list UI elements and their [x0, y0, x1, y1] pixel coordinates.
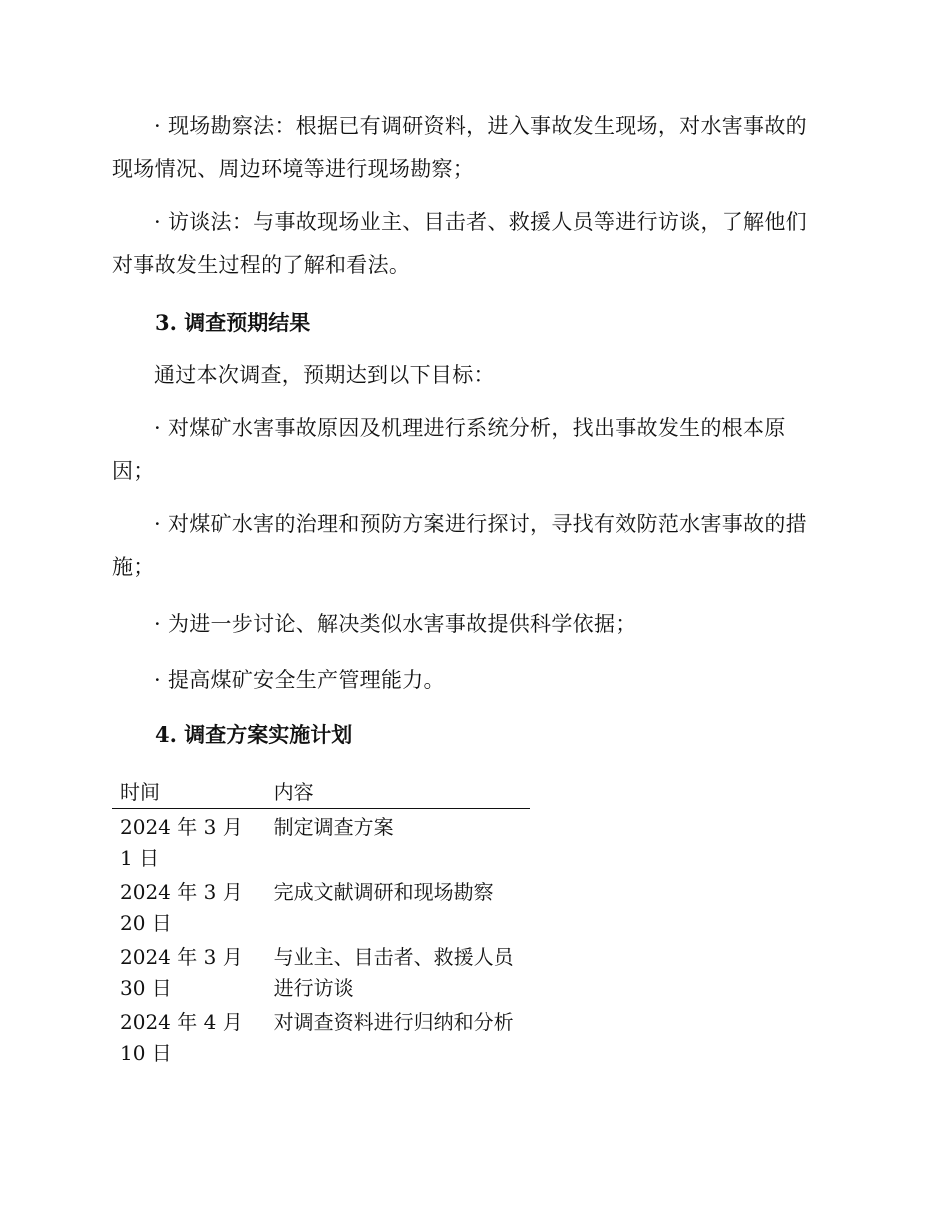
expected-result-item: · 为进一步讨论、解决类似水害事故提供科学依据； [154, 612, 637, 636]
section-3-heading: 3. 调查预期结果 [155, 310, 311, 335]
table-header-row [112, 776, 530, 809]
table-cell-date: 2024 年 3 月 1 日 [120, 815, 243, 870]
table-row [112, 939, 530, 1004]
table-row [112, 809, 530, 875]
table-cell-task: 对调查资料进行归纳和分析 [273, 1010, 514, 1034]
expected-result-item: · 对煤矿水害事故原因及机理进行系统分析，找出事故发生的根本原因； [112, 416, 786, 483]
table-row [112, 1004, 530, 1069]
table-row [112, 874, 530, 939]
table-header-content: 内容 [266, 776, 530, 809]
section-3-intro: 通过本次调查，预期达到以下目标： [154, 363, 495, 387]
table-header-time: 时间 [112, 776, 266, 809]
section-4-heading: 4. 调查方案实施计划 [155, 722, 353, 747]
table-cell-task: 制定调查方案 [273, 815, 394, 839]
table-cell-date: 2024 年 3 月 20 日 [120, 880, 243, 935]
table-cell-task: 与业主、目击者、救援人员进行访谈 [273, 945, 514, 1000]
schedule-table [112, 776, 530, 1069]
table-cell-date: 2024 年 4 月 10 日 [120, 1010, 243, 1065]
table-cell-date: 2024 年 3 月 30 日 [120, 945, 243, 1000]
expected-result-item: · 提高煤矿安全生产管理能力。 [154, 668, 445, 692]
paragraph-interview: · 访谈法：与事故现场业主、目击者、救援人员等进行访谈，了解他们对事故发生过程的了解和看法。 [112, 210, 807, 277]
table-cell-task: 完成文献调研和现场勘察 [273, 880, 494, 904]
expected-result-item: · 对煤矿水害的治理和预防方案进行探讨，寻找有效防范水害事故的措施； [112, 512, 807, 579]
paragraph-site-survey: · 现场勘察法：根据已有调研资料，进入事故发生现场，对水害事故的现场情况、周边环境等进行现场勘察； [112, 114, 807, 181]
